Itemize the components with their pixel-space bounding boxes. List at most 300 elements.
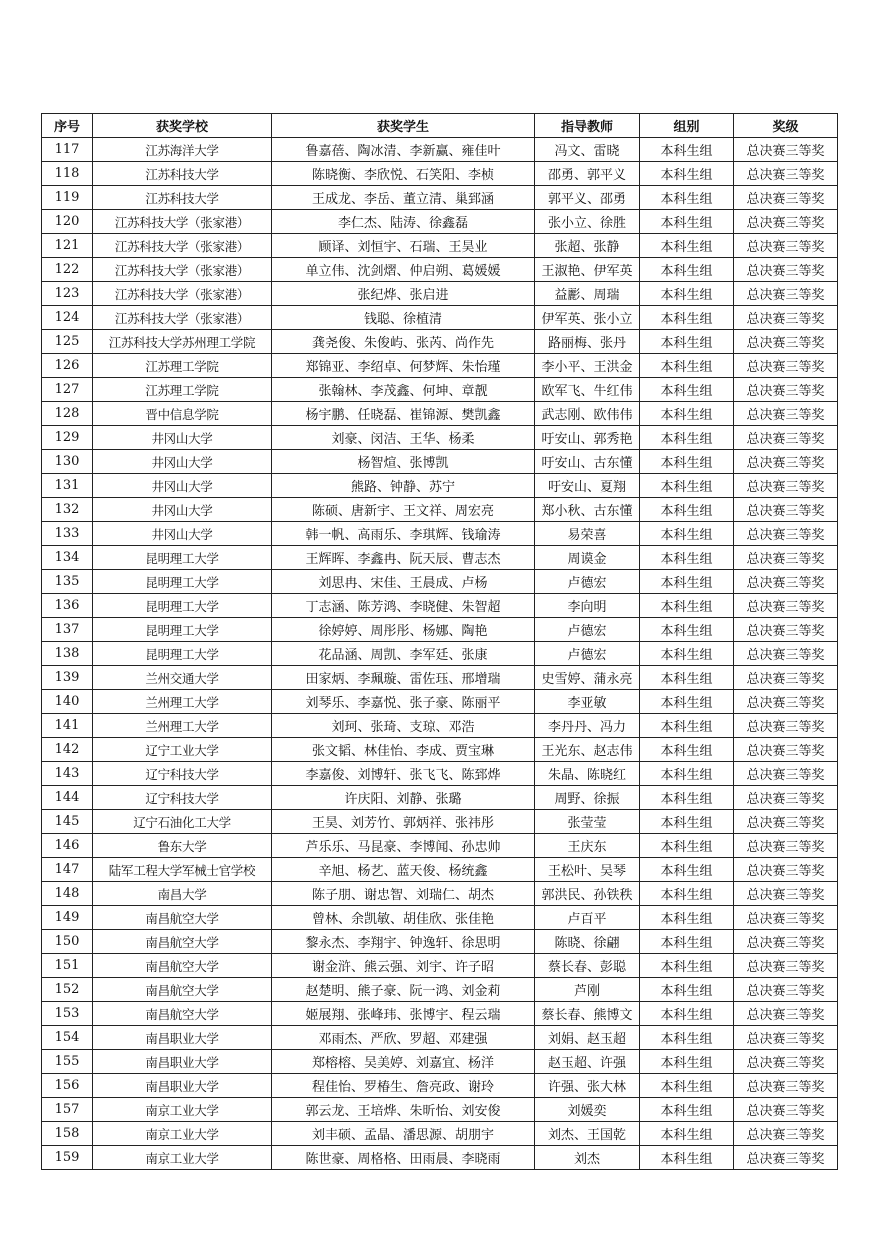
row-group: 本科生组 [640, 978, 734, 1002]
row-group: 本科生组 [640, 354, 734, 378]
row-school: 江苏科技大学（张家港） [93, 234, 272, 258]
row-teacher: 益彲、周瑞 [535, 282, 640, 306]
row-teacher: 王光东、赵志伟 [535, 738, 640, 762]
table-row [42, 1002, 838, 1026]
row-index: 123 [42, 282, 93, 306]
row-group: 本科生组 [640, 498, 734, 522]
row-group: 本科生组 [640, 642, 734, 666]
row-award: 总决赛三等奖 [734, 1002, 838, 1026]
row-school: 江苏科技大学（张家港） [93, 306, 272, 330]
table-row [42, 378, 838, 402]
row-teacher: 蔡长春、彭聪 [535, 954, 640, 978]
row-students: 王成龙、李岳、董立清、巢郅涵 [272, 186, 535, 210]
row-award: 总决赛三等奖 [734, 1098, 838, 1122]
table-row [42, 1050, 838, 1074]
row-school: 辽宁石油化工大学 [93, 810, 272, 834]
row-award: 总决赛三等奖 [734, 210, 838, 234]
row-group: 本科生组 [640, 522, 734, 546]
row-award: 总决赛三等奖 [734, 330, 838, 354]
row-group: 本科生组 [640, 666, 734, 690]
row-award: 总决赛三等奖 [734, 474, 838, 498]
row-group: 本科生组 [640, 786, 734, 810]
row-teacher: 李小平、王洪金 [535, 354, 640, 378]
row-teacher: 武志刚、欧伟伟 [535, 402, 640, 426]
row-award: 总决赛三等奖 [734, 810, 838, 834]
row-award: 总决赛三等奖 [734, 450, 838, 474]
row-index: 157 [42, 1098, 93, 1122]
row-index: 145 [42, 810, 93, 834]
row-school: 南京工业大学 [93, 1146, 272, 1170]
table-row [42, 330, 838, 354]
row-group: 本科生组 [640, 330, 734, 354]
row-school: 井冈山大学 [93, 498, 272, 522]
row-school: 辽宁科技大学 [93, 762, 272, 786]
table-row [42, 1098, 838, 1122]
row-group: 本科生组 [640, 690, 734, 714]
row-index: 128 [42, 402, 93, 426]
row-students: 李仁杰、陆涛、徐鑫磊 [272, 210, 535, 234]
row-students: 杨宇鹏、任晓磊、崔锦源、樊凯鑫 [272, 402, 535, 426]
row-students: 陈子朋、谢忠智、刘瑞仁、胡杰 [272, 882, 535, 906]
row-index: 155 [42, 1050, 93, 1074]
table-row [42, 258, 838, 282]
row-students: 杨智煊、张博凯 [272, 450, 535, 474]
row-group: 本科生组 [640, 546, 734, 570]
row-students: 单立伟、沈剑熠、仲启朔、葛媛媛 [272, 258, 535, 282]
row-group: 本科生组 [640, 1002, 734, 1026]
row-index: 132 [42, 498, 93, 522]
row-index: 119 [42, 186, 93, 210]
row-group: 本科生组 [640, 1050, 734, 1074]
row-index: 126 [42, 354, 93, 378]
row-group: 本科生组 [640, 810, 734, 834]
row-school: 江苏理工学院 [93, 354, 272, 378]
row-group: 本科生组 [640, 834, 734, 858]
awards-table [41, 113, 838, 1170]
row-school: 南昌航空大学 [93, 930, 272, 954]
row-teacher: 欧军飞、牛红伟 [535, 378, 640, 402]
header-award: 奖级 [734, 114, 838, 138]
row-award: 总决赛三等奖 [734, 1122, 838, 1146]
table-row [42, 138, 838, 162]
row-index: 131 [42, 474, 93, 498]
row-group: 本科生组 [640, 306, 734, 330]
row-group: 本科生组 [640, 282, 734, 306]
row-group: 本科生组 [640, 1026, 734, 1050]
row-teacher: 伊军英、张小立 [535, 306, 640, 330]
row-school: 江苏科技大学（张家港） [93, 210, 272, 234]
row-school: 辽宁科技大学 [93, 786, 272, 810]
table-row [42, 306, 838, 330]
row-award: 总决赛三等奖 [734, 258, 838, 282]
row-award: 总决赛三等奖 [734, 666, 838, 690]
row-students: 曾林、余凯敏、胡佳欣、张佳艳 [272, 906, 535, 930]
row-award: 总决赛三等奖 [734, 306, 838, 330]
row-teacher: 史雪婷、蒲永亮 [535, 666, 640, 690]
row-students: 刘思冉、宋佳、王晨成、卢杨 [272, 570, 535, 594]
row-index: 151 [42, 954, 93, 978]
table-row [42, 834, 838, 858]
row-award: 总决赛三等奖 [734, 498, 838, 522]
row-award: 总决赛三等奖 [734, 618, 838, 642]
row-students: 熊路、钟静、苏宁 [272, 474, 535, 498]
row-award: 总决赛三等奖 [734, 1146, 838, 1170]
row-award: 总决赛三等奖 [734, 1026, 838, 1050]
row-group: 本科生组 [640, 1146, 734, 1170]
row-school: 井冈山大学 [93, 426, 272, 450]
row-students: 陈晓衡、李欣悦、石笑阳、李桢 [272, 162, 535, 186]
row-index: 153 [42, 1002, 93, 1026]
row-school: 昆明理工大学 [93, 570, 272, 594]
table-row [42, 402, 838, 426]
row-award: 总决赛三等奖 [734, 402, 838, 426]
table-body [42, 138, 838, 1170]
row-students: 芦乐乐、马昆豪、李博闻、孙忠帅 [272, 834, 535, 858]
row-award: 总决赛三等奖 [734, 882, 838, 906]
row-students: 谢金浒、熊云强、刘宇、许子昭 [272, 954, 535, 978]
row-students: 徐婷婷、周彤彤、杨娜、陶艳 [272, 618, 535, 642]
row-students: 刘豪、闵洁、王华、杨柔 [272, 426, 535, 450]
row-teacher: 卢百平 [535, 906, 640, 930]
row-students: 龚尧俊、朱俊屿、张芮、尚作先 [272, 330, 535, 354]
row-teacher: 郭平义、邵勇 [535, 186, 640, 210]
row-group: 本科生组 [640, 858, 734, 882]
row-school: 南昌航空大学 [93, 906, 272, 930]
row-school: 昆明理工大学 [93, 594, 272, 618]
row-index: 137 [42, 618, 93, 642]
table-row [42, 714, 838, 738]
row-group: 本科生组 [640, 1098, 734, 1122]
row-teacher: 郭洪民、孙铁秩 [535, 882, 640, 906]
table-row [42, 642, 838, 666]
row-school: 陆军工程大学军械士官学校 [93, 858, 272, 882]
header-students: 获奖学生 [272, 114, 535, 138]
row-index: 144 [42, 786, 93, 810]
row-students: 丁志涵、陈芳鸿、李晓健、朱智超 [272, 594, 535, 618]
row-award: 总决赛三等奖 [734, 834, 838, 858]
table-row [42, 570, 838, 594]
row-award: 总决赛三等奖 [734, 954, 838, 978]
table-row [42, 666, 838, 690]
row-award: 总决赛三等奖 [734, 522, 838, 546]
table-row [42, 978, 838, 1002]
row-index: 156 [42, 1074, 93, 1098]
row-index: 129 [42, 426, 93, 450]
row-index: 146 [42, 834, 93, 858]
row-teacher: 李向明 [535, 594, 640, 618]
row-index: 118 [42, 162, 93, 186]
row-award: 总决赛三等奖 [734, 714, 838, 738]
row-teacher: 卢德宏 [535, 618, 640, 642]
row-students: 李嘉俊、刘博轩、张飞飞、陈郅烨 [272, 762, 535, 786]
row-school: 江苏海洋大学 [93, 138, 272, 162]
row-award: 总决赛三等奖 [734, 138, 838, 162]
row-students: 王昊、刘芳竹、郭炳祥、张祎彤 [272, 810, 535, 834]
row-award: 总决赛三等奖 [734, 546, 838, 570]
row-school: 南昌航空大学 [93, 954, 272, 978]
header-school: 获奖学校 [93, 114, 272, 138]
row-index: 120 [42, 210, 93, 234]
table-row [42, 690, 838, 714]
row-teacher: 张莹莹 [535, 810, 640, 834]
row-group: 本科生组 [640, 762, 734, 786]
row-school: 南昌职业大学 [93, 1026, 272, 1050]
row-teacher: 许强、张大林 [535, 1074, 640, 1098]
row-index: 136 [42, 594, 93, 618]
row-school: 南昌大学 [93, 882, 272, 906]
row-index: 138 [42, 642, 93, 666]
row-students: 郭云龙、王培烨、朱昕怡、刘安俊 [272, 1098, 535, 1122]
row-school: 南昌航空大学 [93, 1002, 272, 1026]
row-index: 148 [42, 882, 93, 906]
row-teacher: 邵勇、郭平义 [535, 162, 640, 186]
row-award: 总决赛三等奖 [734, 426, 838, 450]
row-index: 140 [42, 690, 93, 714]
row-students: 钱聪、徐植清 [272, 306, 535, 330]
table-row [42, 882, 838, 906]
row-school: 南昌职业大学 [93, 1050, 272, 1074]
row-index: 125 [42, 330, 93, 354]
row-school: 兰州交通大学 [93, 666, 272, 690]
row-teacher: 吁安山、古东懂 [535, 450, 640, 474]
row-teacher: 张小立、徐胜 [535, 210, 640, 234]
row-group: 本科生组 [640, 594, 734, 618]
row-teacher: 芦刚 [535, 978, 640, 1002]
row-school: 昆明理工大学 [93, 618, 272, 642]
table-row [42, 426, 838, 450]
row-teacher: 蔡长春、熊博文 [535, 1002, 640, 1026]
row-teacher: 王松叶、吴琴 [535, 858, 640, 882]
row-students: 王辉晖、李鑫冉、阮天辰、曹志杰 [272, 546, 535, 570]
row-students: 黎永杰、李翔宇、钟逸轩、徐思明 [272, 930, 535, 954]
table-row [42, 906, 838, 930]
row-students: 田家炳、李珮璇、雷佐珏、邢增瑞 [272, 666, 535, 690]
row-students: 张文韬、林佳怡、李成、贾宝琳 [272, 738, 535, 762]
row-group: 本科生组 [640, 714, 734, 738]
table-row [42, 234, 838, 258]
table-row [42, 354, 838, 378]
row-students: 花品涵、周凯、李军廷、张康 [272, 642, 535, 666]
row-index: 149 [42, 906, 93, 930]
row-teacher: 刘媛奕 [535, 1098, 640, 1122]
row-school: 江苏科技大学 [93, 186, 272, 210]
row-group: 本科生组 [640, 210, 734, 234]
row-students: 郑榕榕、吴美婷、刘嘉宜、杨洋 [272, 1050, 535, 1074]
row-group: 本科生组 [640, 474, 734, 498]
row-index: 143 [42, 762, 93, 786]
row-award: 总决赛三等奖 [734, 786, 838, 810]
row-index: 117 [42, 138, 93, 162]
row-award: 总决赛三等奖 [734, 162, 838, 186]
row-award: 总决赛三等奖 [734, 906, 838, 930]
row-index: 159 [42, 1146, 93, 1170]
row-school: 井冈山大学 [93, 474, 272, 498]
row-teacher: 卢德宏 [535, 642, 640, 666]
row-school: 兰州理工大学 [93, 690, 272, 714]
row-award: 总决赛三等奖 [734, 594, 838, 618]
row-students: 刘珂、张琦、支琼、邓浩 [272, 714, 535, 738]
row-school: 南昌航空大学 [93, 978, 272, 1002]
row-teacher: 冯文、雷晓 [535, 138, 640, 162]
row-teacher: 赵玉超、许强 [535, 1050, 640, 1074]
row-index: 142 [42, 738, 93, 762]
row-group: 本科生组 [640, 618, 734, 642]
row-students: 刘琴乐、李嘉悦、张子豪、陈丽平 [272, 690, 535, 714]
row-teacher: 周谟金 [535, 546, 640, 570]
table-row [42, 786, 838, 810]
table-row [42, 594, 838, 618]
row-teacher: 张超、张静 [535, 234, 640, 258]
row-students: 姬展翔、张峰玮、张博宇、程云瑞 [272, 1002, 535, 1026]
row-group: 本科生组 [640, 378, 734, 402]
row-group: 本科生组 [640, 162, 734, 186]
row-students: 陈世豪、周格格、田雨晨、李晓雨 [272, 1146, 535, 1170]
row-teacher: 王淑艳、伊军英 [535, 258, 640, 282]
row-teacher: 吁安山、郭秀艳 [535, 426, 640, 450]
row-index: 141 [42, 714, 93, 738]
table-row [42, 858, 838, 882]
row-index: 127 [42, 378, 93, 402]
row-school: 昆明理工大学 [93, 546, 272, 570]
row-award: 总决赛三等奖 [734, 978, 838, 1002]
table-row [42, 210, 838, 234]
table-row [42, 450, 838, 474]
header-teacher: 指导教师 [535, 114, 640, 138]
row-school: 江苏科技大学 [93, 162, 272, 186]
row-index: 130 [42, 450, 93, 474]
row-teacher: 易荣喜 [535, 522, 640, 546]
table-row [42, 930, 838, 954]
row-teacher: 李亚敏 [535, 690, 640, 714]
row-school: 江苏理工学院 [93, 378, 272, 402]
row-award: 总决赛三等奖 [734, 642, 838, 666]
row-students: 张纪烨、张启进 [272, 282, 535, 306]
row-group: 本科生组 [640, 426, 734, 450]
table-row [42, 546, 838, 570]
table-row [42, 810, 838, 834]
row-school: 昆明理工大学 [93, 642, 272, 666]
row-award: 总决赛三等奖 [734, 186, 838, 210]
row-students: 郑锦亚、李绍卓、何梦辉、朱怡瑾 [272, 354, 535, 378]
row-school: 南昌职业大学 [93, 1074, 272, 1098]
row-teacher: 卢德宏 [535, 570, 640, 594]
table-row [42, 762, 838, 786]
table-row [42, 1122, 838, 1146]
row-teacher: 朱晶、陈晓红 [535, 762, 640, 786]
row-school: 晋中信息学院 [93, 402, 272, 426]
row-students: 辛旭、杨艺、蓝天俊、杨统鑫 [272, 858, 535, 882]
row-school: 井冈山大学 [93, 522, 272, 546]
row-teacher: 刘杰 [535, 1146, 640, 1170]
row-teacher: 周野、徐振 [535, 786, 640, 810]
row-award: 总决赛三等奖 [734, 354, 838, 378]
row-index: 139 [42, 666, 93, 690]
row-group: 本科生组 [640, 1074, 734, 1098]
row-students: 张翰林、李茂鑫、何坤、章靓 [272, 378, 535, 402]
row-index: 134 [42, 546, 93, 570]
row-teacher: 刘杰、王国乾 [535, 1122, 640, 1146]
row-group: 本科生组 [640, 186, 734, 210]
row-award: 总决赛三等奖 [734, 930, 838, 954]
row-students: 韩一帆、高雨乐、李琪辉、钱瑜涛 [272, 522, 535, 546]
row-students: 程佳怡、罗椿生、詹亮政、谢玲 [272, 1074, 535, 1098]
row-group: 本科生组 [640, 570, 734, 594]
table-row [42, 522, 838, 546]
row-award: 总决赛三等奖 [734, 378, 838, 402]
row-index: 154 [42, 1026, 93, 1050]
row-index: 150 [42, 930, 93, 954]
table-row [42, 282, 838, 306]
row-teacher: 李丹丹、冯力 [535, 714, 640, 738]
row-index: 122 [42, 258, 93, 282]
row-group: 本科生组 [640, 954, 734, 978]
row-award: 总决赛三等奖 [734, 738, 838, 762]
row-group: 本科生组 [640, 234, 734, 258]
row-students: 鲁嘉蓓、陶冰清、李新赢、雍佳叶 [272, 138, 535, 162]
table-row [42, 738, 838, 762]
row-index: 158 [42, 1122, 93, 1146]
row-school: 井冈山大学 [93, 450, 272, 474]
row-group: 本科生组 [640, 138, 734, 162]
row-teacher: 陈晓、徐翩 [535, 930, 640, 954]
table-row [42, 954, 838, 978]
row-school: 辽宁工业大学 [93, 738, 272, 762]
header-group: 组别 [640, 114, 734, 138]
row-students: 刘丰硕、孟晶、潘思源、胡朋宇 [272, 1122, 535, 1146]
row-group: 本科生组 [640, 402, 734, 426]
row-school: 鲁东大学 [93, 834, 272, 858]
row-teacher: 刘娟、赵玉超 [535, 1026, 640, 1050]
row-group: 本科生组 [640, 450, 734, 474]
row-school: 江苏科技大学（张家港） [93, 258, 272, 282]
row-school: 兰州理工大学 [93, 714, 272, 738]
row-award: 总决赛三等奖 [734, 858, 838, 882]
row-group: 本科生组 [640, 882, 734, 906]
row-index: 147 [42, 858, 93, 882]
row-group: 本科生组 [640, 258, 734, 282]
table-row [42, 1074, 838, 1098]
row-teacher: 路丽梅、张丹 [535, 330, 640, 354]
row-group: 本科生组 [640, 1122, 734, 1146]
row-school: 江苏科技大学苏州理工学院 [93, 330, 272, 354]
row-award: 总决赛三等奖 [734, 1074, 838, 1098]
table-row [42, 186, 838, 210]
row-students: 陈硕、唐新宇、王文祥、周宏亮 [272, 498, 535, 522]
row-award: 总决赛三等奖 [734, 1050, 838, 1074]
table-row [42, 498, 838, 522]
row-award: 总决赛三等奖 [734, 234, 838, 258]
row-group: 本科生组 [640, 930, 734, 954]
row-index: 135 [42, 570, 93, 594]
row-school: 南京工业大学 [93, 1122, 272, 1146]
table-row [42, 474, 838, 498]
row-award: 总决赛三等奖 [734, 570, 838, 594]
row-award: 总决赛三等奖 [734, 282, 838, 306]
table-row [42, 162, 838, 186]
row-teacher: 郑小秋、古东懂 [535, 498, 640, 522]
row-award: 总决赛三等奖 [734, 762, 838, 786]
row-group: 本科生组 [640, 906, 734, 930]
row-school: 江苏科技大学（张家港） [93, 282, 272, 306]
row-school: 南京工业大学 [93, 1098, 272, 1122]
row-index: 152 [42, 978, 93, 1002]
row-index: 121 [42, 234, 93, 258]
row-teacher: 吁安山、夏翔 [535, 474, 640, 498]
row-students: 邓雨杰、严欣、罗超、邓建强 [272, 1026, 535, 1050]
row-students: 赵楚明、熊子豪、阮一鸿、刘金莉 [272, 978, 535, 1002]
row-index: 124 [42, 306, 93, 330]
row-students: 顾译、刘恒宇、石瑞、王昊业 [272, 234, 535, 258]
